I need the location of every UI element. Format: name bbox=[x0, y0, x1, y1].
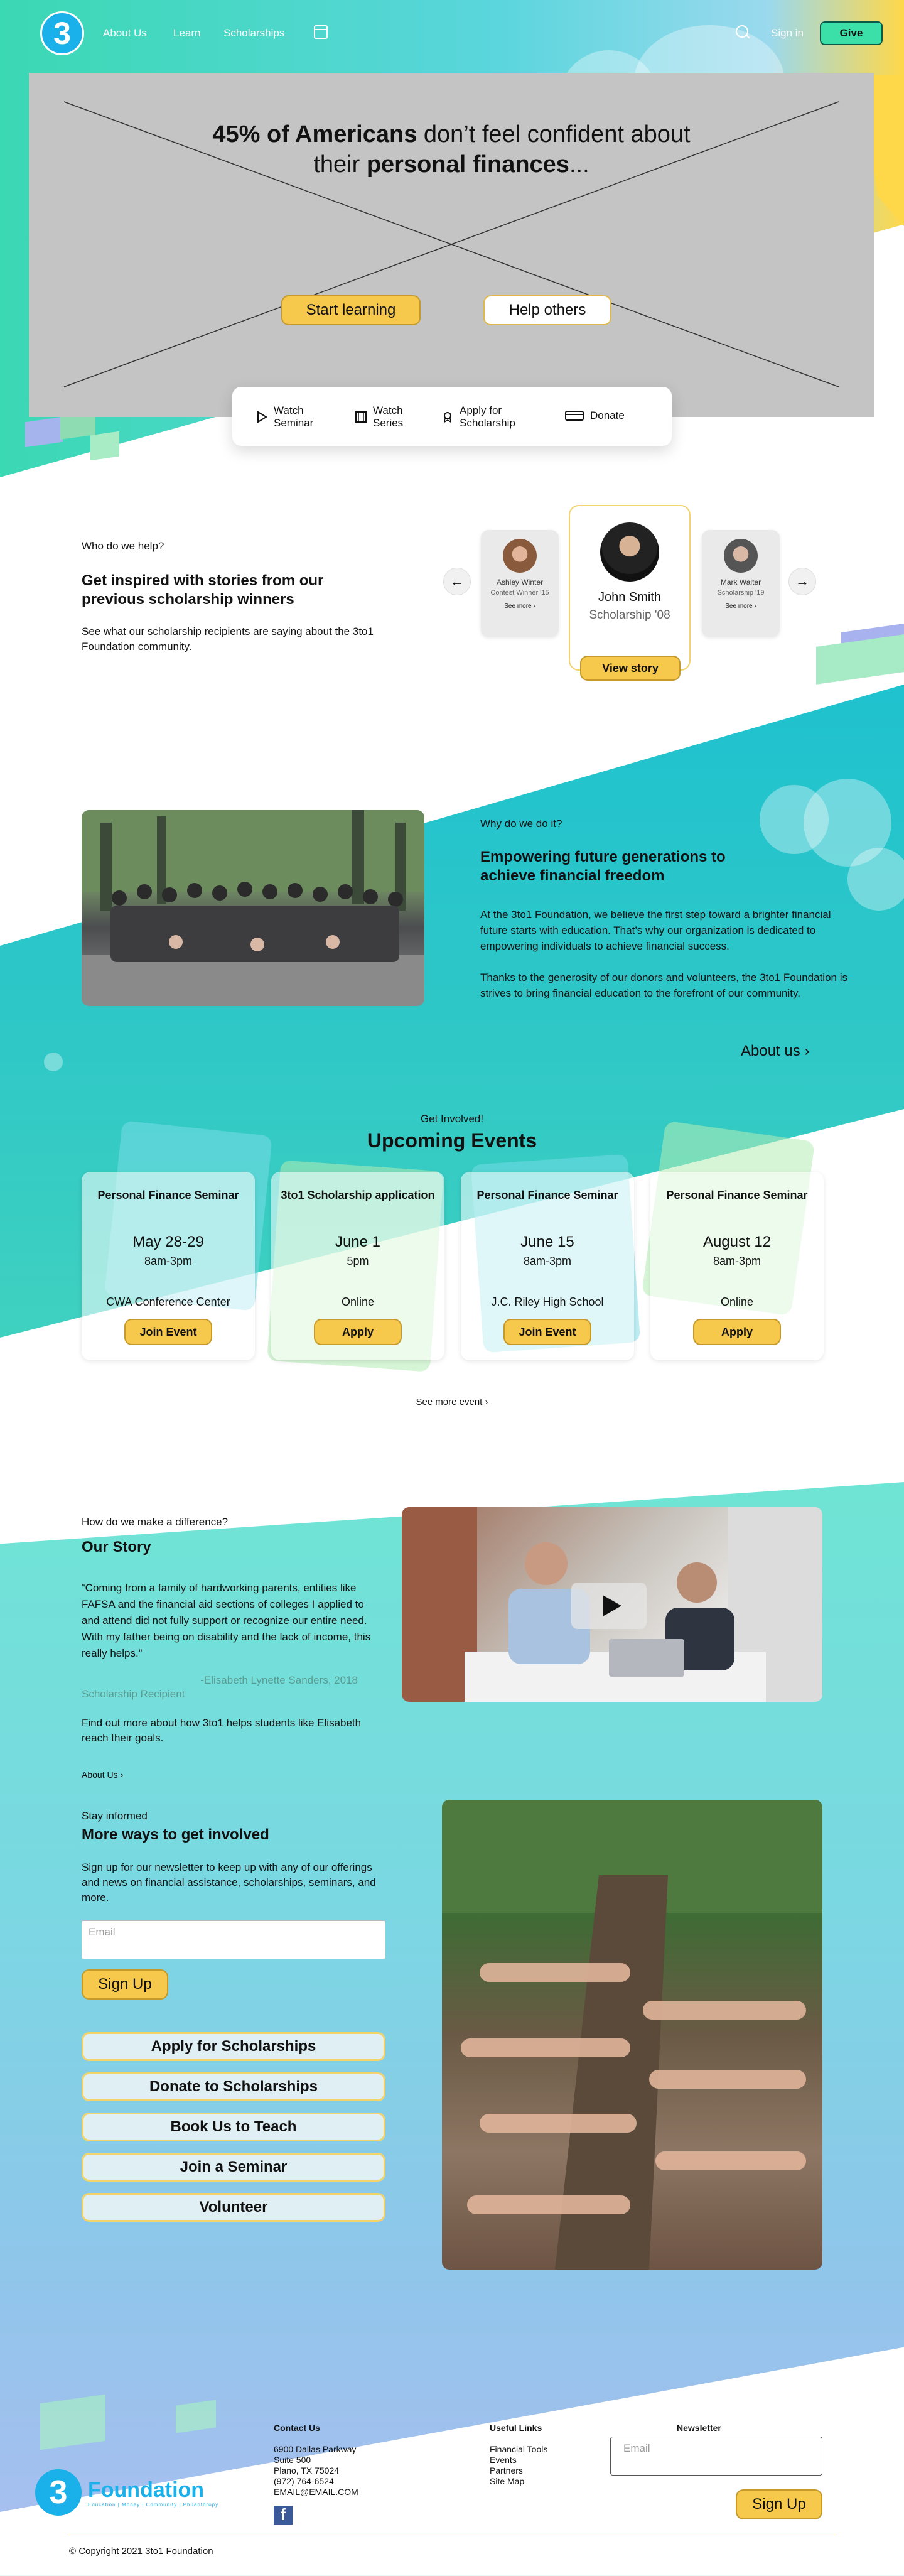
event-date: June 1 bbox=[335, 1233, 381, 1250]
chevron-right-icon: › bbox=[533, 603, 535, 610]
story-card-featured[interactable] bbox=[569, 505, 691, 671]
stories-title: Get inspired with stories from our previous scholarship winners bbox=[82, 572, 324, 608]
nav-scholarships[interactable]: Scholarships bbox=[223, 27, 285, 39]
help-others-button[interactable]: Help others bbox=[483, 295, 611, 325]
event-title: Personal Finance Seminar bbox=[476, 1189, 618, 1201]
involve-eyebrow: Stay informed bbox=[82, 1810, 148, 1822]
quick-actions-bar bbox=[232, 387, 672, 446]
event-title: 3to1 Scholarship application bbox=[281, 1189, 435, 1201]
event-date: August 12 bbox=[702, 1233, 772, 1250]
story-video[interactable] bbox=[402, 1507, 822, 1702]
event-hours: 5pm bbox=[347, 1255, 369, 1267]
our-story-quote: “Coming from a family of hardworking parents, entities like FAFSA and the financial aid sections of colleges I applied to and attend did not fully support or recognize our entire need. With my father being on disability and the lack of income, this really helps.” bbox=[82, 1582, 371, 1659]
award-icon bbox=[442, 411, 453, 423]
donate-link[interactable]: Donate bbox=[565, 409, 625, 422]
decor-square bbox=[25, 417, 63, 447]
why-title: Empowering future generations to achieve financial freedom bbox=[480, 848, 726, 884]
involve-text: Sign up for our newsletter to keep up with any of our offerings and news on financial assistance, scholarships, seminars, and more. bbox=[82, 1861, 376, 1903]
about-us-link[interactable]: About us › bbox=[741, 1042, 810, 1059]
contact-line: (972) 764-6524 bbox=[274, 2476, 334, 2486]
why-paragraph: Thanks to the generosity of our donors and volunteers, the 3to1 Foundation is strives to bring financial education to the forefront of our community. bbox=[480, 971, 848, 999]
view-story-button[interactable]: View story bbox=[580, 656, 681, 681]
footer-link[interactable]: Partners bbox=[490, 2465, 523, 2476]
carousel-next-button[interactable] bbox=[788, 568, 816, 595]
story-card-name: Ashley Winter bbox=[496, 578, 544, 587]
join-event-button[interactable]: Join Event bbox=[503, 1319, 591, 1345]
event-place: CWA Conference Center bbox=[106, 1296, 230, 1308]
footer-email-input[interactable]: Email bbox=[610, 2437, 822, 2476]
contact-info bbox=[274, 2444, 358, 2498]
book-us-button[interactable]: Book Us to Teach bbox=[82, 2113, 385, 2141]
join-seminar-button[interactable]: Join a Seminar bbox=[82, 2153, 385, 2182]
group-photo-art bbox=[82, 810, 424, 1006]
donate-scholarships-button[interactable]: Donate to Scholarships bbox=[82, 2072, 385, 2101]
decor-square bbox=[90, 431, 119, 460]
contact-email[interactable]: EMAIL@EMAIL.COM bbox=[274, 2487, 358, 2497]
copyright: © Copyright 2021 3to1 Foundation bbox=[69, 2546, 213, 2557]
why-paragraph: At the 3to1 Foundation, we believe the first step toward a brighter financial future starts with education. That’s why our organization is dedicated to empowering individuals to achieve financial success. bbox=[480, 909, 831, 952]
hands-photo bbox=[442, 1800, 822, 2270]
start-learning-button[interactable]: Start learning bbox=[281, 295, 421, 325]
story-card-sub: Scholarship '19 bbox=[717, 589, 765, 597]
event-card bbox=[82, 1172, 255, 1360]
search-icon[interactable] bbox=[736, 25, 748, 38]
apply-scholarship-link[interactable]: Apply for Scholarship bbox=[442, 404, 515, 430]
event-place: Online bbox=[720, 1296, 754, 1308]
apply-button[interactable]: Apply bbox=[693, 1319, 781, 1345]
footer-link[interactable]: Events bbox=[490, 2455, 517, 2465]
nav-learn[interactable]: Learn bbox=[173, 27, 201, 39]
signup-button[interactable]: Sign Up bbox=[82, 1969, 168, 2000]
facebook-icon[interactable]: f bbox=[274, 2506, 293, 2525]
newsletter-heading: Newsletter bbox=[677, 2423, 721, 2433]
volunteer-button[interactable]: Volunteer bbox=[82, 2193, 385, 2222]
arrow-right-icon: → bbox=[795, 573, 809, 589]
decor-square bbox=[176, 2400, 216, 2433]
avatar bbox=[724, 539, 758, 573]
play-icon bbox=[256, 411, 267, 423]
story-card[interactable] bbox=[481, 530, 559, 637]
chevron-right-icon: › bbox=[804, 1042, 810, 1059]
footer-link[interactable]: Site Map bbox=[490, 2476, 525, 2486]
event-hours: 8am-3pm bbox=[144, 1255, 193, 1267]
footer-link[interactable]: Financial Tools bbox=[490, 2444, 548, 2454]
events-eyebrow: Get Involved! bbox=[420, 1113, 484, 1125]
useful-links bbox=[490, 2444, 547, 2487]
hero-placeholder-image bbox=[29, 73, 874, 417]
story-card-name: John Smith bbox=[598, 590, 662, 604]
contact-line: Plano, TX 75024 bbox=[274, 2465, 340, 2476]
chevron-right-icon: › bbox=[485, 1397, 488, 1407]
decor-circle bbox=[44, 1053, 63, 1071]
event-place: J.C. Riley High School bbox=[491, 1296, 604, 1308]
join-event-button[interactable]: Join Event bbox=[124, 1319, 212, 1345]
logo[interactable]: 3 bbox=[40, 11, 84, 55]
avatar bbox=[503, 539, 537, 573]
apply-button[interactable]: Apply bbox=[314, 1319, 402, 1345]
footer-tagline: Education | Money | Community | Philanthropy bbox=[88, 2502, 219, 2508]
stories-eyebrow: Who do we help? bbox=[82, 540, 164, 552]
watch-series-link[interactable]: Watch Series bbox=[355, 404, 403, 430]
footer-brand: Foundation bbox=[88, 2478, 205, 2502]
event-title: Personal Finance Seminar bbox=[97, 1189, 239, 1201]
chevron-right-icon: › bbox=[120, 1770, 124, 1780]
quote-attribution-role: Scholarship Recipient bbox=[82, 1688, 185, 1700]
decor-square bbox=[816, 634, 904, 685]
film-icon bbox=[355, 411, 367, 423]
links-heading: Useful Links bbox=[490, 2423, 542, 2433]
story-card-name: Mark Walter bbox=[720, 578, 761, 587]
nav-about-us[interactable]: About Us bbox=[103, 27, 147, 39]
event-date: May 28-29 bbox=[132, 1233, 204, 1250]
footer-logo[interactable]: 3 bbox=[35, 2469, 82, 2516]
our-story-eyebrow: How do we make a difference? bbox=[82, 1516, 229, 1528]
group-photo bbox=[82, 810, 424, 1006]
story-card-sub: Scholarship '08 bbox=[589, 609, 670, 622]
event-card bbox=[271, 1172, 444, 1360]
avatar bbox=[600, 522, 659, 582]
arrow-left-icon: ← bbox=[450, 573, 464, 589]
why-eyebrow: Why do we do it? bbox=[480, 818, 562, 830]
story-card-sub: Contest Winner '15 bbox=[490, 589, 549, 597]
our-story-title: Our Story bbox=[82, 1539, 151, 1556]
hero-title: 45% of Americans don’t feel confident about their personal finances... bbox=[212, 121, 691, 178]
chevron-right-icon: › bbox=[754, 603, 756, 610]
give-button[interactable]: Give bbox=[820, 21, 883, 45]
our-story-find-out: Find out more about how 3to1 helps students like Elisabeth reach their goals. bbox=[82, 1717, 362, 1744]
involve-title: More ways to get involved bbox=[82, 1826, 269, 1843]
event-card bbox=[461, 1172, 634, 1360]
event-place: Online bbox=[341, 1296, 375, 1308]
play-icon[interactable] bbox=[571, 1583, 647, 1629]
calendar-icon[interactable] bbox=[314, 25, 328, 39]
event-hours: 8am-3pm bbox=[523, 1255, 572, 1267]
apply-scholarships-button[interactable]: Apply for Scholarships bbox=[82, 2032, 385, 2061]
card-icon bbox=[565, 410, 584, 421]
carousel-prev-button[interactable] bbox=[443, 568, 471, 595]
event-date: June 15 bbox=[520, 1233, 574, 1250]
event-card bbox=[650, 1172, 824, 1360]
watch-seminar-link[interactable]: Watch Seminar bbox=[256, 404, 313, 430]
event-hours: 8am-3pm bbox=[713, 1255, 761, 1267]
event-title: Personal Finance Seminar bbox=[666, 1189, 808, 1201]
sign-in-link[interactable]: Sign in bbox=[771, 27, 804, 39]
contact-line: 6900 Dallas Parkway bbox=[274, 2444, 357, 2454]
contact-heading: Contact Us bbox=[274, 2423, 320, 2433]
quote-attribution: -Elisabeth Lynette Sanders, 2018 bbox=[200, 1674, 358, 1686]
hands-photo-art bbox=[442, 1800, 822, 2270]
stories-text: See what our scholarship recipients are saying about the 3to1 Foundation community. bbox=[82, 625, 374, 652]
about-us-link[interactable]: About Us › bbox=[82, 1770, 124, 1780]
footer-signup-button[interactable]: Sign Up bbox=[736, 2489, 822, 2519]
see-more-link[interactable]: See more › bbox=[725, 603, 756, 610]
decor-circle bbox=[848, 848, 904, 911]
see-more-link[interactable]: See more › bbox=[504, 603, 535, 610]
events-title: Upcoming Events bbox=[367, 1129, 537, 1152]
decor-square bbox=[40, 2395, 105, 2450]
see-more-events-link[interactable]: See more event › bbox=[416, 1397, 488, 1407]
contact-line: Suite 500 bbox=[274, 2455, 311, 2465]
story-card[interactable] bbox=[702, 530, 780, 637]
newsletter-email-input[interactable]: Email bbox=[82, 1920, 385, 1959]
